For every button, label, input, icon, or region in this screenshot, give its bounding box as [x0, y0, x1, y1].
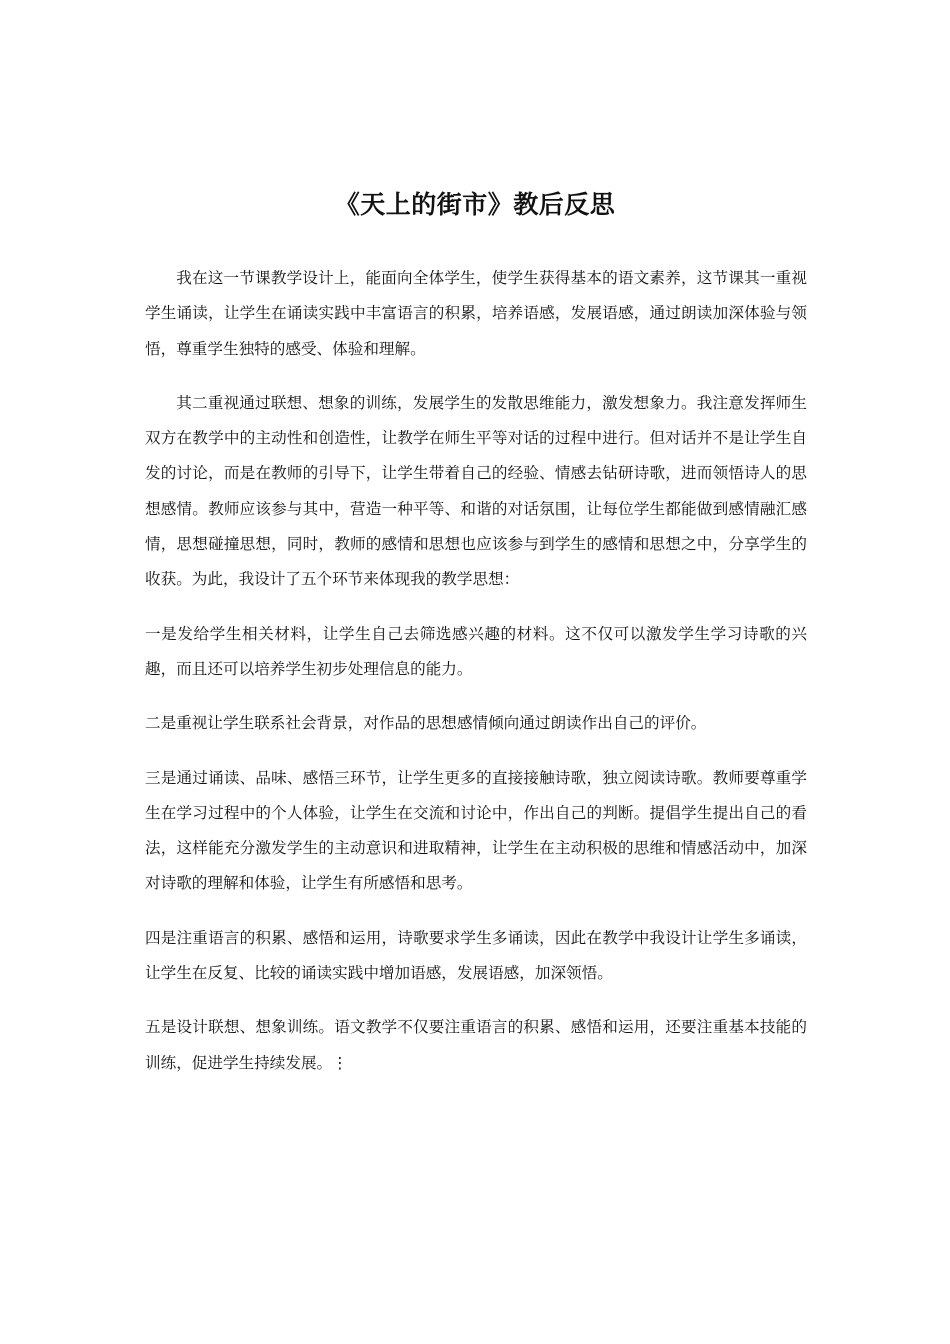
- document-title: 《天上的街市》教后反思: [334, 190, 616, 219]
- document-body: [145, 261, 807, 1100]
- paragraph-step-four: 四是注重语言的积累、感悟和运用，诗歌要求学生多诵读，因此在教学中我设计让学生多诵读，让学生在反复、比较的诵读实践中增加语感，发展语感，加深领悟。: [145, 928, 807, 983]
- paragraph-step-one: 一是发给学生相关材料，让学生自己去筛选感兴趣的材料。这不仅可以激发学生学习诗歌的兴趣，而且还可以培养学生初步处理信息的能力。: [145, 624, 807, 678]
- paragraph-step-five: 五是设计联想、想象训练。语文教学不仅要注重语言的积累、感悟和运用，还要注重基本技能的训练，促进学生持续发展。⋮: [145, 1018, 807, 1072]
- paragraph-second-point: 其二重视通过联想、想象的训练，发展学生的发散思维能力，激发想象力。我注意发挥师生双方在教学中的主动性和创造性，让教学在师生平等对话的过程中进行。但对话并不是让学生自发的讨论，而是在教师的引导下，让学生带着自己的经验、情感去钻研诗歌，进而领悟诗人的思想感情。教师应该参与其中，营造一种平等、和谐的对话氛围，让每位学生都能做到感情融汇感情，思想碰撞思想，同时，教师的感情和思想也应该参与到学生的感情和思想之中，分享学生的收获。为此，我设计了五个环节来体现我的教学思想：: [145, 393, 807, 589]
- paragraph-step-two: 二是重视让学生联系社会背景，对作品的思想感情倾向通过朗读作出自己的评价。: [145, 714, 707, 733]
- paragraph-step-three: 三是通过诵读、品味、感悟三环节，让学生更多的直接接触诗歌，独立阅读诗歌。教师要尊重学生在学习过程中的个人体验，让学生在交流和讨论中，作出自己的判断。提倡学生提出自己的看法，这样能充分激发学生的主动意识和进取精神，让学生在主动积极的思维和情感活动中，加深对诗歌的理解和体验，让学生有所感悟和思考。: [145, 768, 807, 893]
- paragraph-intro: 我在这一节课教学设计上，能面向全体学生，使学生获得基本的语文素养，这节课其一重视学生诵读，让学生在诵读实践中丰富语言的积累，培养语感，发展语感，通过朗读加深体验与领悟，尊重学生独特的感受、体验和理解。: [145, 269, 807, 358]
